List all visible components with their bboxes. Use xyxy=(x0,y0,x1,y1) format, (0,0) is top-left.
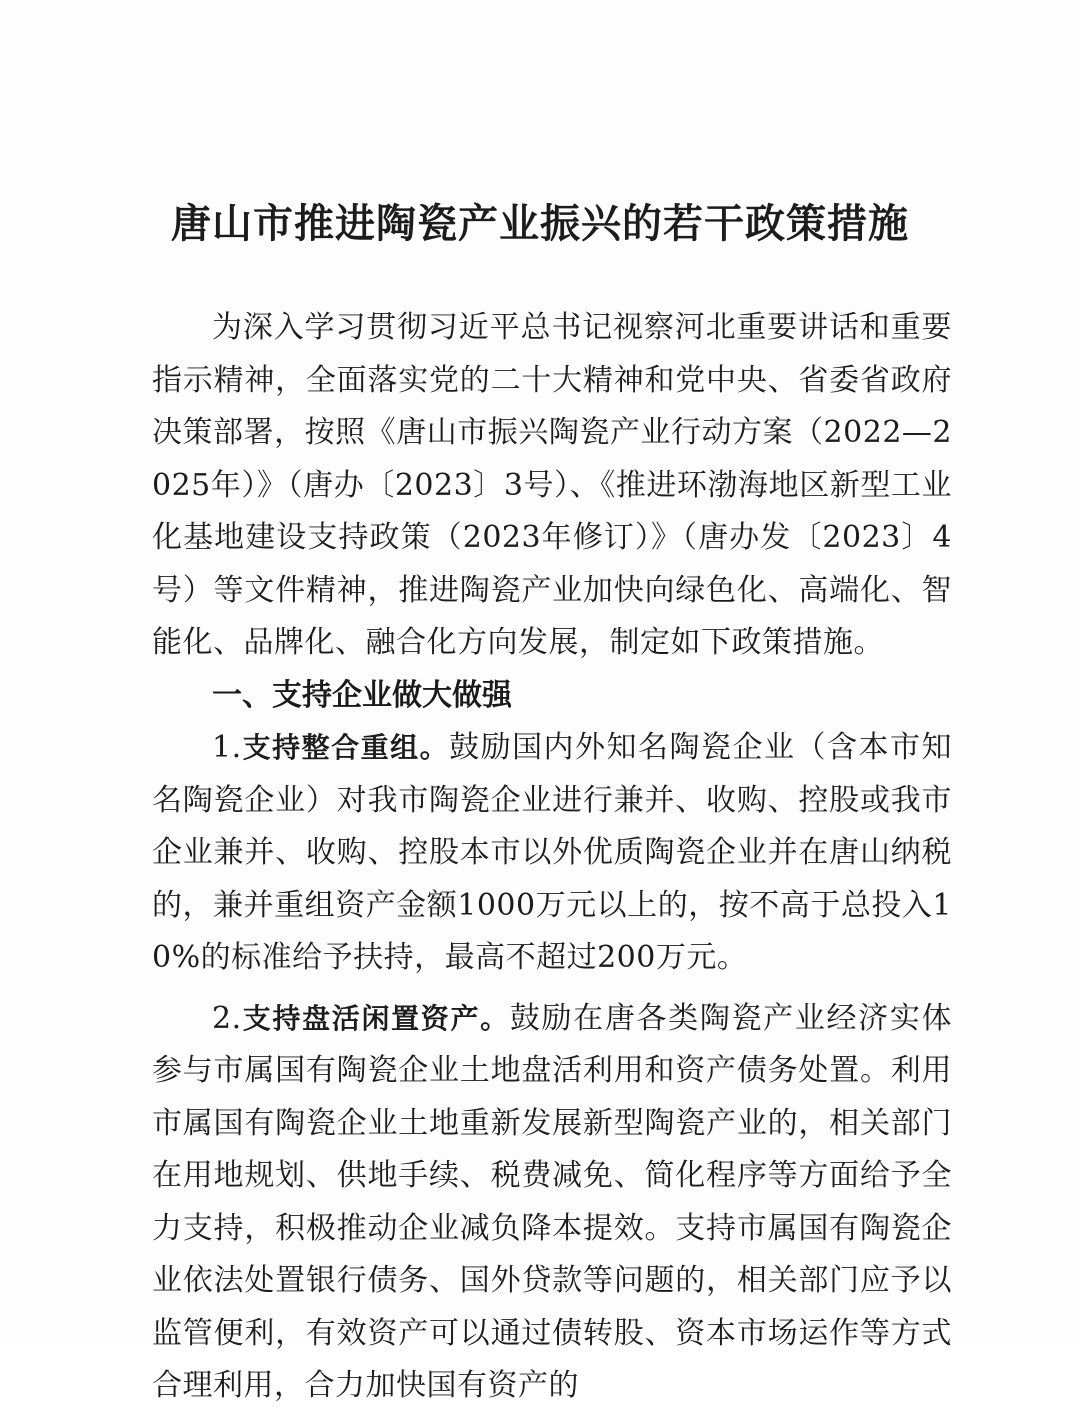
item-2-title: 支持盘活闲置资产。 xyxy=(241,1001,510,1035)
item-1-number: 1. xyxy=(212,730,242,765)
section-1-heading: 一、支持企业做大做强 xyxy=(212,677,512,713)
item-1-paragraph xyxy=(152,722,952,985)
document-title: 唐山市推进陶瓷产业振兴的若干政策措施 xyxy=(171,200,909,247)
item-1-title: 支持整合重组。 xyxy=(241,731,450,764)
document-body xyxy=(152,302,952,1413)
intro-paragraph: 为深入学习贯彻习近平总书记视察河北重要讲话和重要指示精神，全面落实党的二十大精神和党中央、省委省政府决策部署，按照《唐山市振兴陶瓷产业行动方案（2022—2025年）》（唐办〔2023〕3号）、《推进环渤海地区新型工业化基地建设支持政策（2023年修订）》（唐办发〔2023〕4号）等文件精神，推进陶瓷产业加快向绿色化、高端化、智能化、品牌化、融合化方向发展，制定如下政策措施。 xyxy=(152,310,952,660)
item-2-text: 鼓励在唐各类陶瓷产业经济实体参与市属国有陶瓷企业土地盘活利用和资产债务处置。利用市属国有陶瓷企业土地重新发展新型陶瓷产业的，相关部门在用地规划、供地手续、税费减免、简化程序等方面给予全力支持，积极推动企业减负降本提效。支持市属国有陶瓷企业依法处置银行债务、国外贷款等问题的，相关部门应予以监管便利，有效资产可以通过债转股、资本市场运作等方式合理利用，合力加快国有资产的 xyxy=(152,1000,952,1403)
paragraph-gap xyxy=(152,985,952,993)
item-2-paragraph xyxy=(152,993,952,1413)
item-2-number: 2. xyxy=(212,1000,242,1036)
item-1-text: 鼓励国内外知名陶瓷企业（含本市知名陶瓷企业）对我市陶瓷企业进行兼并、收购、控股或我市企业兼并、收购、控股本市以外优质陶瓷企业并在唐山纳税的，兼并重组资产金额1000万元以上的，按不高于总投入10%的标准给予扶持，最高不超过200万元。 xyxy=(152,730,952,975)
